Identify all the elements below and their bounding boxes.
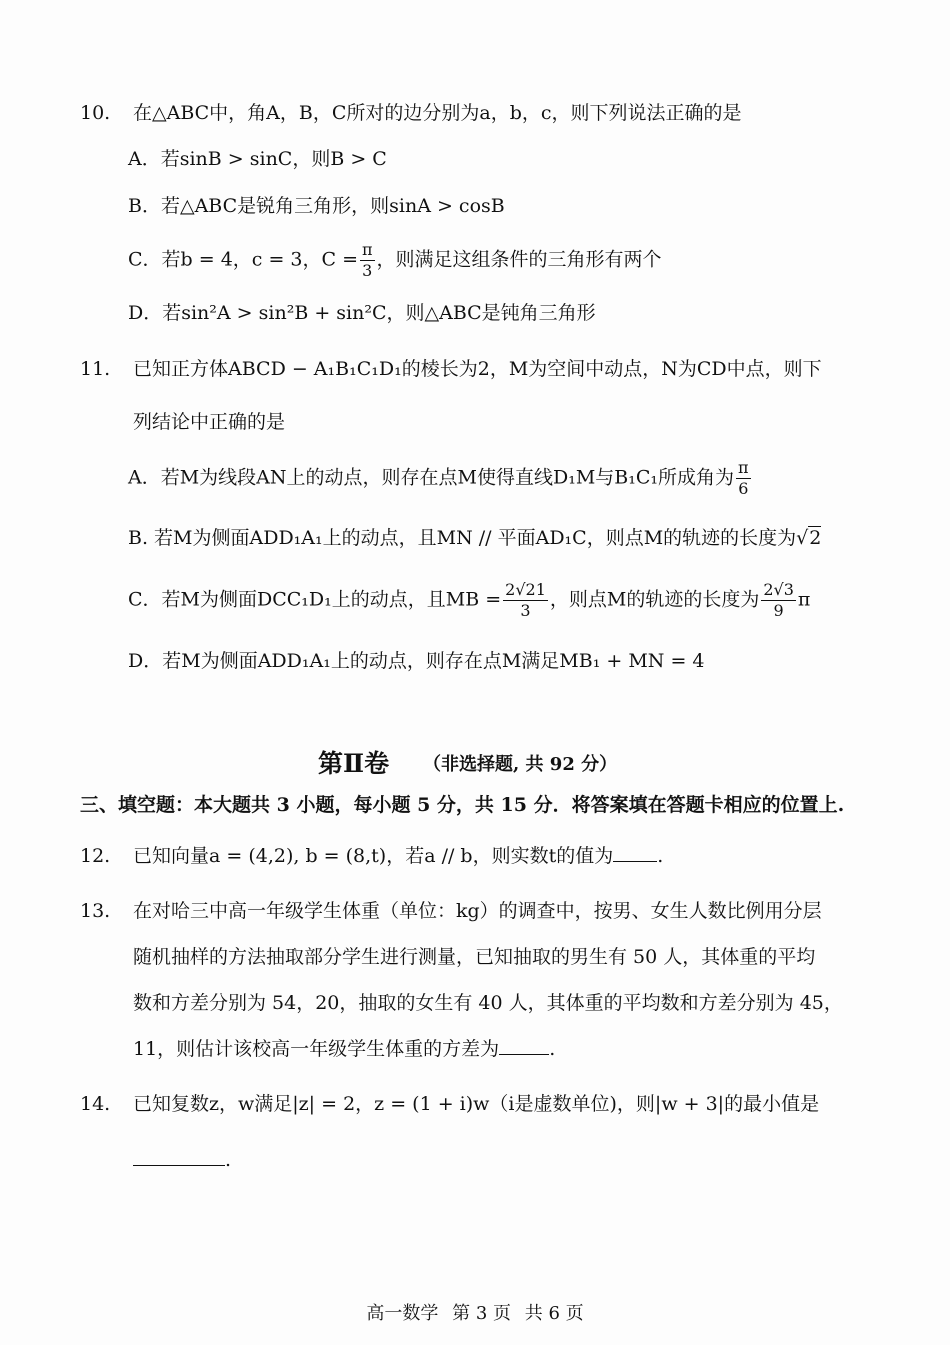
q11-option-b — [128, 525, 821, 551]
q11-option-a — [128, 458, 753, 499]
q10-option-a: A．若sinB > sinC，则B > C — [128, 148, 387, 170]
q11-option-b-pre: B. 若M为侧面ADD₁A₁上的动点，且MN // 平面AD₁C，则点M的轨迹的长度为√ — [128, 527, 809, 549]
q11-option-c-mid: ，则点M的轨迹的长度为 — [549, 588, 760, 611]
section-subtitle: （非选择题, 共 92 分） — [423, 754, 618, 775]
fraction-denominator: 3 — [362, 261, 373, 280]
fraction-numerator: π — [738, 458, 749, 477]
fraction-numerator: 2√3 — [763, 580, 794, 599]
q11-option-c-pre: C．若M为侧面DCC₁D₁上的动点，且MB = — [128, 588, 502, 611]
section-heading: 三、填空题：本大题共 3 小题，每小题 5 分，共 15 分．将答案填在答题卡相应的位置上. — [80, 794, 845, 816]
footer-page: 第 3 页 — [452, 1303, 511, 1324]
q14-number: 14. — [80, 1093, 111, 1115]
q13-number: 13. — [80, 900, 111, 922]
q11-stem-line1: 已知正方体ABCD − A₁B₁C₁D₁的棱长为2，M为空间中动点，N为CD中点，则下 — [133, 358, 822, 380]
fraction-denominator: 3 — [520, 601, 531, 620]
q10-number: 10. — [80, 102, 111, 124]
q10-option-c-fraction — [360, 240, 375, 281]
fraction-denominator: 6 — [738, 479, 749, 498]
footer-subject: 高一数学 — [366, 1303, 439, 1324]
q11-number: 11. — [80, 358, 111, 380]
q10-option-d: D．若sin²A > sin²B + sin²C，则△ABC是钝角三角形 — [128, 302, 596, 324]
answer-blank — [499, 1038, 549, 1055]
q14-answer-line — [133, 1147, 231, 1173]
q11-option-a-fraction — [736, 458, 751, 499]
q12-text — [133, 843, 663, 869]
q10-option-c — [128, 240, 662, 281]
fraction-numerator: 2√21 — [505, 580, 546, 599]
section-title: 第Ⅱ卷 — [318, 749, 390, 778]
q10-stem: 在△ABC中，角A，B，C所对的边分别为a，b，c，则下列说法正确的是 — [133, 102, 742, 124]
q11-option-d: D．若M为侧面ADD₁A₁上的动点，则存在点M满足MB₁ + MN = 4 — [128, 650, 705, 672]
q11-stem-line2: 列结论中正确的是 — [133, 411, 286, 433]
q11-option-c-fraction-2 — [761, 580, 796, 621]
footer-total: 共 6 页 — [524, 1303, 584, 1324]
q13-body: 11，则估计该校高一年级学生体重的方差为 — [133, 1038, 500, 1060]
q11-option-c — [128, 580, 810, 621]
q13-end: . — [549, 1038, 556, 1060]
q13-line3: 数和方差分别为 54，20，抽取的女生有 40 人，其体重的平均数和方差分别为 45， — [133, 992, 843, 1014]
q13-line4 — [133, 1036, 555, 1062]
q12-end: . — [657, 845, 664, 867]
page-footer — [0, 1302, 950, 1326]
q13-line2: 随机抽样的方法抽取部分学生进行测量，已知抽取的男生有 50 人，其体重的平均 — [133, 946, 816, 968]
q14-text: 已知复数z，w满足|z| = 2，z = (1 + i)w（i是虚数单位)，则|w + 3|的最小值是 — [133, 1093, 820, 1115]
q11-option-c-post: π — [797, 588, 811, 611]
fraction-denominator: 9 — [773, 601, 784, 620]
q10-option-c-pre: C．若b = 4，c = 3，C = — [128, 248, 359, 271]
q11-option-c-fraction-1 — [503, 580, 548, 621]
answer-blank — [613, 845, 657, 862]
q13-line1: 在对哈三中高一年级学生体重（单位：kg）的调查中，按男、女生人数比例用分层 — [133, 900, 822, 922]
q10-option-b: B．若△ABC是锐角三角形，则sinA > cosB — [128, 195, 505, 217]
q12-number: 12. — [80, 845, 111, 867]
q12-body: 已知向量a = (4,2), b = (8,t)，若a // b，则实数t的值为 — [133, 845, 614, 867]
fraction-numerator: π — [362, 240, 373, 259]
q14-end: . — [225, 1149, 232, 1171]
answer-blank — [133, 1149, 225, 1166]
q10-option-c-post: ，则满足这组条件的三角形有两个 — [376, 248, 662, 271]
sqrt-radicand: 2 — [809, 527, 822, 549]
q11-option-a-pre: A．若M为线段AN上的动点，则存在点M使得直线D₁M与B₁C₁所成角为 — [128, 466, 735, 489]
